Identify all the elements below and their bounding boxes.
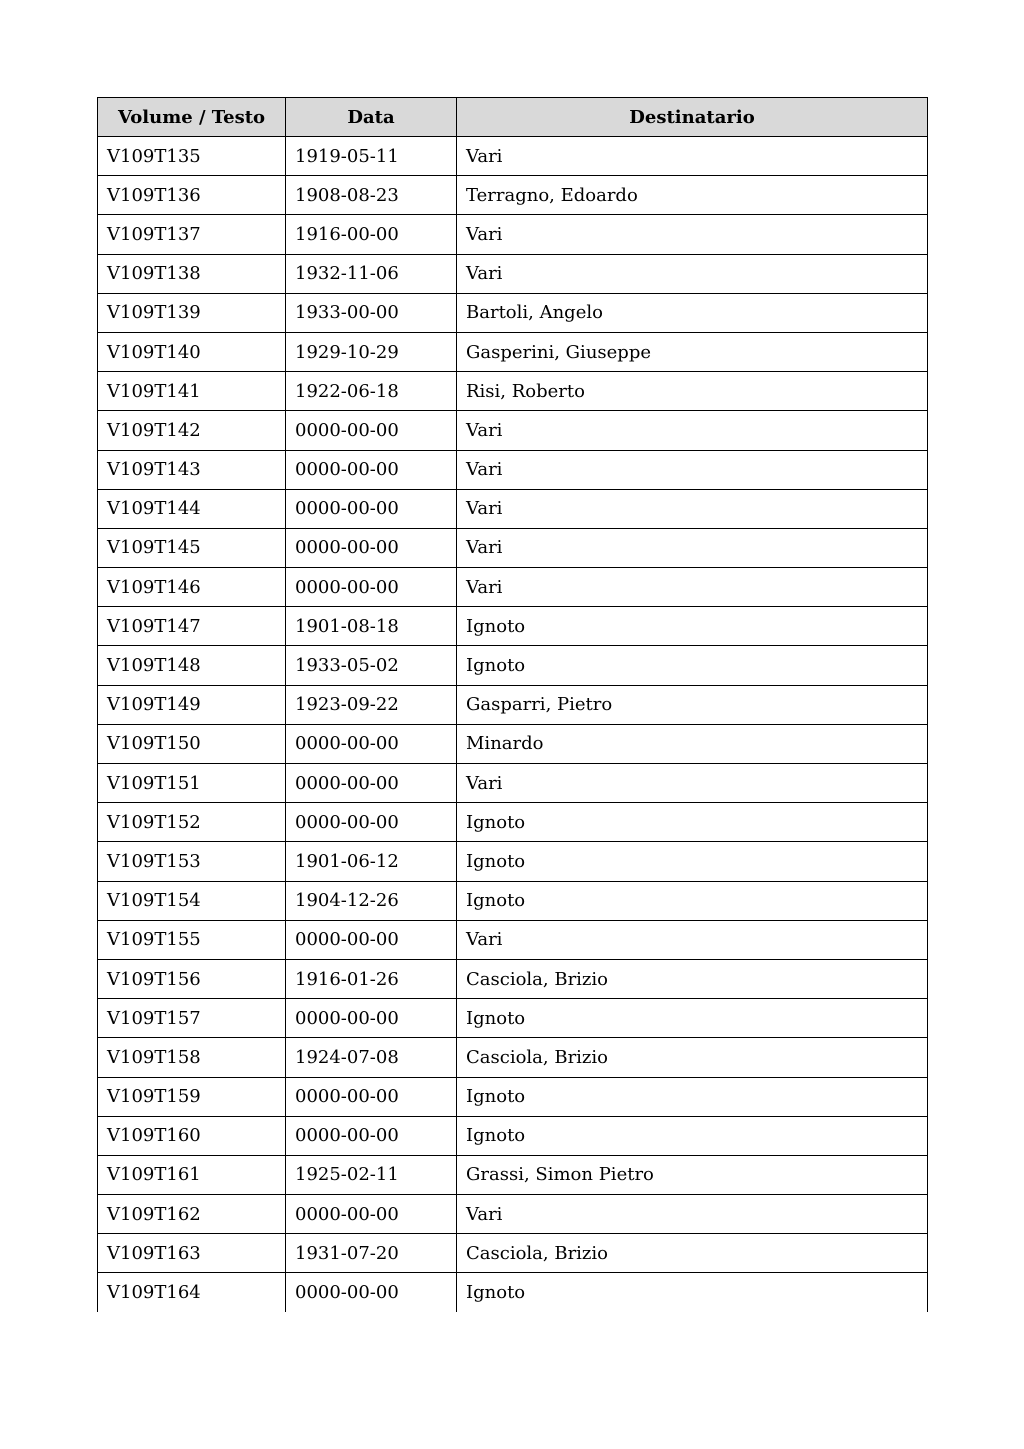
- cell-volume-testo: V109T148: [98, 646, 286, 685]
- cell-destinatario: Vari: [457, 254, 928, 293]
- cell-data: 1925-02-11: [286, 1155, 457, 1194]
- table-row: [98, 254, 928, 293]
- cell-volume-testo: V109T137: [98, 215, 286, 254]
- cell-data: 0000-00-00: [286, 411, 457, 450]
- table-row: [98, 528, 928, 567]
- table-row: [98, 959, 928, 998]
- cell-data: 0000-00-00: [286, 1116, 457, 1155]
- cell-data: 1929-10-29: [286, 332, 457, 371]
- cell-data: 0000-00-00: [286, 764, 457, 803]
- table-row: [98, 881, 928, 920]
- cell-volume-testo: V109T144: [98, 489, 286, 528]
- cell-destinatario: Vari: [457, 137, 928, 176]
- header-data: Data: [286, 98, 457, 137]
- cell-volume-testo: V109T143: [98, 450, 286, 489]
- cell-volume-testo: V109T164: [98, 1273, 286, 1312]
- cell-data: 1933-05-02: [286, 646, 457, 685]
- table-row: [98, 646, 928, 685]
- cell-volume-testo: V109T150: [98, 724, 286, 763]
- cell-destinatario: Vari: [457, 764, 928, 803]
- cell-volume-testo: V109T153: [98, 842, 286, 881]
- cell-data: 1908-08-23: [286, 176, 457, 215]
- cell-data: 1916-00-00: [286, 215, 457, 254]
- table-row: [98, 724, 928, 763]
- cell-volume-testo: V109T149: [98, 685, 286, 724]
- cell-destinatario: Vari: [457, 528, 928, 567]
- table-row: [98, 1038, 928, 1077]
- cell-data: 0000-00-00: [286, 999, 457, 1038]
- cell-destinatario: Ignoto: [457, 646, 928, 685]
- cell-data: 1923-09-22: [286, 685, 457, 724]
- cell-destinatario: Grassi, Simon Pietro: [457, 1155, 928, 1194]
- cell-destinatario: Ignoto: [457, 1116, 928, 1155]
- cell-data: 0000-00-00: [286, 1273, 457, 1312]
- cell-volume-testo: V109T146: [98, 568, 286, 607]
- cell-data: 0000-00-00: [286, 1077, 457, 1116]
- cell-destinatario: Ignoto: [457, 881, 928, 920]
- table-row: [98, 293, 928, 332]
- cell-volume-testo: V109T160: [98, 1116, 286, 1155]
- cell-destinatario: Minardo: [457, 724, 928, 763]
- table-row: [98, 411, 928, 450]
- cell-volume-testo: V109T145: [98, 528, 286, 567]
- cell-volume-testo: V109T162: [98, 1195, 286, 1234]
- cell-data: 1919-05-11: [286, 137, 457, 176]
- table-row: [98, 803, 928, 842]
- cell-data: 0000-00-00: [286, 450, 457, 489]
- table-row: [98, 842, 928, 881]
- cell-volume-testo: V109T142: [98, 411, 286, 450]
- table-row: [98, 568, 928, 607]
- table-row: [98, 1155, 928, 1194]
- cell-volume-testo: V109T158: [98, 1038, 286, 1077]
- cell-data: 1931-07-20: [286, 1234, 457, 1273]
- cell-data: 1922-06-18: [286, 372, 457, 411]
- cell-destinatario: Gasperini, Giuseppe: [457, 332, 928, 371]
- cell-volume-testo: V109T139: [98, 293, 286, 332]
- cell-destinatario: Vari: [457, 920, 928, 959]
- table-row: [98, 1116, 928, 1155]
- cell-destinatario: Vari: [457, 450, 928, 489]
- cell-destinatario: Gasparri, Pietro: [457, 685, 928, 724]
- cell-volume-testo: V109T152: [98, 803, 286, 842]
- cell-volume-testo: V109T135: [98, 137, 286, 176]
- table-row: [98, 1077, 928, 1116]
- cell-data: 1904-12-26: [286, 881, 457, 920]
- cell-destinatario: Casciola, Brizio: [457, 1234, 928, 1273]
- table-row: [98, 1273, 928, 1312]
- cell-data: 1933-00-00: [286, 293, 457, 332]
- cell-destinatario: Vari: [457, 568, 928, 607]
- cell-destinatario: Terragno, Edoardo: [457, 176, 928, 215]
- table-row: [98, 450, 928, 489]
- cell-volume-testo: V109T155: [98, 920, 286, 959]
- table-row: [98, 920, 928, 959]
- cell-destinatario: Risi, Roberto: [457, 372, 928, 411]
- table-row: [98, 176, 928, 215]
- cell-data: 1932-11-06: [286, 254, 457, 293]
- table-row: [98, 685, 928, 724]
- table-row: [98, 764, 928, 803]
- cell-destinatario: Ignoto: [457, 1077, 928, 1116]
- table-row: [98, 1234, 928, 1273]
- table-row: [98, 332, 928, 371]
- cell-destinatario: Bartoli, Angelo: [457, 293, 928, 332]
- header-row: [98, 98, 928, 137]
- cell-volume-testo: V109T138: [98, 254, 286, 293]
- table-row: [98, 489, 928, 528]
- cell-volume-testo: V109T141: [98, 372, 286, 411]
- records-table: [97, 97, 928, 1312]
- cell-destinatario: Vari: [457, 215, 928, 254]
- cell-destinatario: Vari: [457, 411, 928, 450]
- cell-destinatario: Ignoto: [457, 607, 928, 646]
- cell-data: 0000-00-00: [286, 724, 457, 763]
- cell-data: 0000-00-00: [286, 920, 457, 959]
- cell-destinatario: Ignoto: [457, 1273, 928, 1312]
- table-body: [98, 137, 928, 1313]
- header-destinatario: Destinatario: [457, 98, 928, 137]
- header-volume-testo: Volume / Testo: [98, 98, 286, 137]
- cell-data: 1916-01-26: [286, 959, 457, 998]
- table-row: [98, 137, 928, 176]
- cell-destinatario: Vari: [457, 1195, 928, 1234]
- table-row: [98, 607, 928, 646]
- cell-destinatario: Casciola, Brizio: [457, 959, 928, 998]
- cell-destinatario: Ignoto: [457, 999, 928, 1038]
- cell-volume-testo: V109T159: [98, 1077, 286, 1116]
- cell-volume-testo: V109T163: [98, 1234, 286, 1273]
- cell-destinatario: Casciola, Brizio: [457, 1038, 928, 1077]
- cell-destinatario: Ignoto: [457, 842, 928, 881]
- cell-destinatario: Ignoto: [457, 803, 928, 842]
- cell-volume-testo: V109T147: [98, 607, 286, 646]
- cell-data: 0000-00-00: [286, 489, 457, 528]
- cell-data: 1901-08-18: [286, 607, 457, 646]
- cell-volume-testo: V109T154: [98, 881, 286, 920]
- cell-data: 0000-00-00: [286, 1195, 457, 1234]
- cell-volume-testo: V109T161: [98, 1155, 286, 1194]
- cell-volume-testo: V109T140: [98, 332, 286, 371]
- cell-data: 0000-00-00: [286, 568, 457, 607]
- cell-volume-testo: V109T157: [98, 999, 286, 1038]
- cell-data: 1924-07-08: [286, 1038, 457, 1077]
- cell-data: 0000-00-00: [286, 528, 457, 567]
- table-row: [98, 999, 928, 1038]
- cell-data: 1901-06-12: [286, 842, 457, 881]
- cell-data: 0000-00-00: [286, 803, 457, 842]
- table-row: [98, 1195, 928, 1234]
- cell-volume-testo: V109T136: [98, 176, 286, 215]
- cell-volume-testo: V109T151: [98, 764, 286, 803]
- table-row: [98, 372, 928, 411]
- cell-volume-testo: V109T156: [98, 959, 286, 998]
- cell-destinatario: Vari: [457, 489, 928, 528]
- table-row: [98, 215, 928, 254]
